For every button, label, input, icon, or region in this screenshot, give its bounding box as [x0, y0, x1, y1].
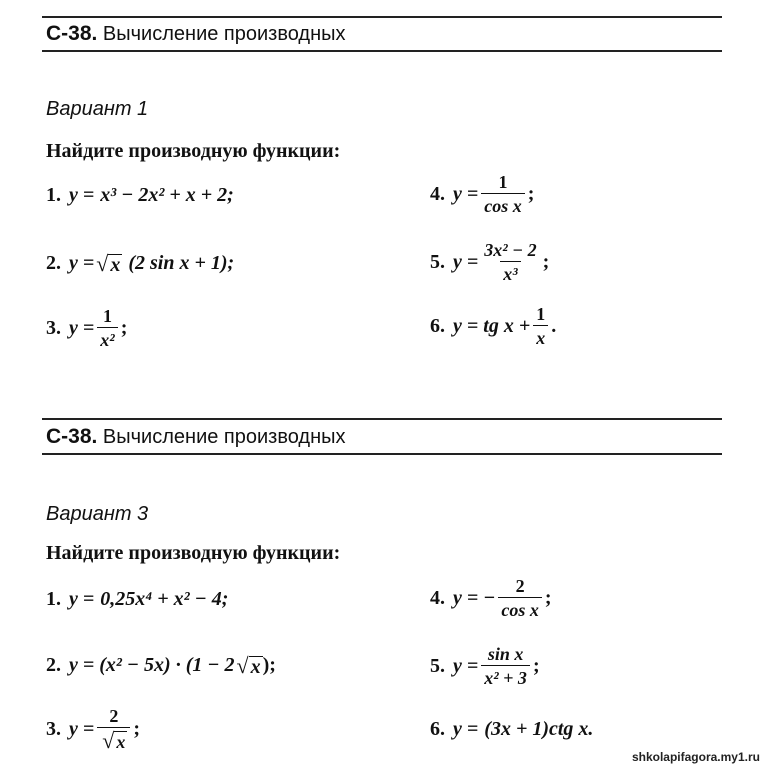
denominator: cos x [498, 597, 542, 620]
exercise-2 [46, 654, 276, 677]
header-code: С-38. [46, 425, 98, 448]
exercise-1 [46, 588, 228, 611]
exercise-3 [46, 706, 140, 752]
task-text: Найдите производную функции: [46, 140, 341, 162]
numerator: 1 [102, 306, 112, 326]
numerator: 1 [536, 304, 546, 324]
exercise-suffix: ); [262, 654, 276, 676]
denominator: cos x [481, 193, 525, 216]
fraction [498, 576, 542, 620]
header-code: С-38. [46, 22, 98, 45]
exercise-prefix: y = (x² − 5x) · (1 − 2 [69, 654, 235, 676]
numerator: 2 [109, 706, 119, 726]
radicand: x [250, 655, 261, 678]
exercise-prefix: y = [453, 182, 479, 205]
exercise-number: 1. [46, 184, 61, 206]
fraction [97, 706, 130, 752]
exercise-suffix: . [551, 314, 557, 337]
exercise-1 [46, 184, 234, 207]
exercise-3 [46, 306, 127, 350]
radicand: x [110, 253, 121, 276]
exercise-6 [430, 718, 593, 741]
exercise-5 [430, 240, 549, 284]
exercise-suffix: ; [120, 316, 128, 339]
numerator: 3x² − 2 [484, 240, 537, 260]
exercise-prefix: y = − [453, 586, 496, 609]
exercise-5 [430, 644, 540, 688]
exercise-number: 3. [46, 316, 61, 339]
fraction [481, 644, 530, 688]
square-root: √ x [102, 728, 126, 753]
square-root: √ x [236, 652, 261, 678]
header-title: Вычисление производных [102, 426, 346, 448]
denominator: x² [97, 327, 117, 350]
exercise-prefix: y = tg x + [453, 314, 531, 337]
exercise-prefix: y = [69, 184, 95, 206]
section-header [46, 425, 346, 449]
section-header [46, 22, 346, 46]
task-text: Найдите производную функции: [46, 542, 341, 564]
exercise-prefix: y = [69, 316, 95, 339]
exercise-expression: (2 sin x + 1); [128, 252, 235, 274]
header-top-rule [42, 418, 722, 420]
denominator: x³ [500, 261, 520, 284]
exercise-number: 2. [46, 252, 61, 274]
exercise-prefix: y = [69, 717, 95, 740]
exercise-suffix: ; [542, 250, 550, 273]
exercise-prefix: y = [69, 588, 95, 610]
exercise-suffix: ; [532, 654, 540, 677]
exercise-prefix: y = [453, 654, 479, 677]
denominator: x [533, 325, 548, 348]
radicand: x [116, 732, 126, 752]
fraction [481, 172, 525, 216]
fraction [97, 306, 117, 350]
square-root: √ x [96, 250, 121, 276]
exercise-suffix: ; [133, 717, 141, 740]
header-top-rule [42, 16, 722, 18]
fraction [533, 304, 548, 348]
exercise-4 [430, 576, 552, 620]
exercise-2 [46, 252, 234, 275]
exercise-4 [430, 172, 534, 216]
header-bottom-rule [42, 50, 722, 52]
variant-title: Вариант 3 [46, 503, 149, 525]
exercise-number: 5. [430, 654, 445, 677]
numerator: 1 [498, 172, 508, 192]
exercise-number: 4. [430, 586, 445, 609]
exercise-number: 2. [46, 654, 61, 676]
header-bottom-rule [42, 453, 722, 455]
exercise-number: 6. [430, 314, 445, 337]
exercise-suffix: ; [527, 182, 535, 205]
exercise-prefix: y = [453, 250, 479, 273]
denominator [97, 727, 130, 752]
variant-title: Вариант 1 [46, 98, 149, 120]
exercise-suffix: ; [544, 586, 552, 609]
exercise-number: 4. [430, 182, 445, 205]
exercise-expression: 0,25x⁴ + x² − 4; [100, 588, 229, 610]
exercise-number: 1. [46, 588, 61, 610]
numerator: sin x [487, 644, 524, 664]
exercise-prefix: y = [453, 718, 479, 740]
site-watermark: shkolapifagora.my1.ru [631, 750, 760, 764]
header-title: Вычисление производных [102, 23, 346, 45]
exercise-6 [430, 304, 556, 348]
exercise-expression: x³ − 2x² + x + 2; [100, 184, 234, 206]
denominator: x² + 3 [481, 665, 530, 688]
exercise-prefix: y = [69, 252, 95, 274]
exercise-number: 6. [430, 718, 445, 740]
exercise-number: 5. [430, 250, 445, 273]
fraction [481, 240, 539, 284]
exercise-number: 3. [46, 717, 61, 740]
exercise-expression: (3x + 1)ctg x. [484, 718, 594, 740]
numerator: 2 [515, 576, 525, 596]
